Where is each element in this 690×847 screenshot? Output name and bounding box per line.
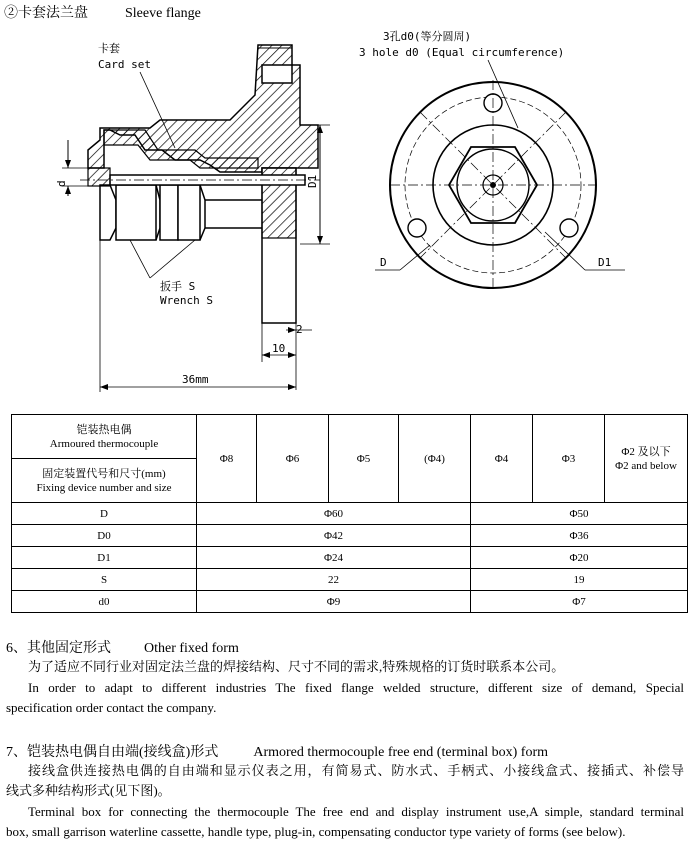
label-D: D: [380, 256, 387, 269]
card-set-label-zh: 卡套: [98, 42, 120, 55]
hole-label-zh: 3孔d0(等分圆周): [383, 30, 472, 43]
row-label: D: [12, 503, 197, 525]
label-D1: D1: [598, 256, 612, 269]
row-label: D0: [12, 525, 197, 547]
row-value: Φ7: [471, 591, 688, 613]
header-en1: Armoured thermocouple: [49, 437, 159, 450]
section-title-en: Sleeve flange: [125, 6, 201, 21]
hole-label-en: 3 hole d0 (Equal circumference): [359, 46, 565, 59]
row-label: d0: [12, 591, 197, 613]
row-label: D1: [12, 547, 197, 569]
spec-table: [11, 414, 688, 613]
row-value: Φ24: [197, 547, 471, 569]
section6-title-en: Other fixed form: [144, 641, 239, 656]
section-title: [4, 2, 201, 22]
section7-body-zh-1: 接线盒供连接热电偶的自由端和显示仪表之用，有简易式、防水式、手柄式、小接线盒式、接插式、补偿导: [28, 763, 684, 778]
section6-title-zh: 6、其他固定形式: [6, 641, 111, 656]
row-value: 19: [471, 569, 688, 591]
section7-body-zh-2: 线式多种结构形式(见下图)。: [6, 783, 171, 798]
row-value: Φ9: [197, 591, 471, 613]
col-header: (Φ4): [399, 415, 471, 503]
dim-10-label: 10: [272, 342, 286, 355]
row-label: S: [12, 569, 197, 591]
wrench-label-zh: 扳手 S: [160, 280, 196, 293]
nut: [116, 185, 156, 240]
header-zh2: 固定装置代号和尺寸(mm): [42, 467, 166, 480]
col-header: Φ8: [197, 415, 257, 503]
wrench-label-en: Wrench S: [160, 294, 213, 307]
col-header: Φ5: [329, 415, 399, 503]
row-value: Φ50: [471, 503, 688, 525]
row-value: 22: [197, 569, 471, 591]
section7-body-en-1: Terminal box for connecting the thermocouple The free end and display instrument use,A simple, standard terminal: [28, 804, 684, 819]
row-value: Φ20: [471, 547, 688, 569]
col-header-last: [605, 415, 688, 503]
dim-2-label: 2: [296, 323, 303, 336]
row-value: Φ42: [197, 525, 471, 547]
col-header: Φ3: [533, 415, 605, 503]
section7-title-en: Armored thermocouple free end (terminal box) form: [253, 745, 548, 760]
section-title-zh: ②卡套法兰盘: [4, 6, 88, 21]
section7-title-zh: 7、铠装热电偶自由端(接线盒)形式: [6, 745, 219, 760]
section6-title: [6, 637, 239, 657]
col-header: Φ4: [471, 415, 533, 503]
dim-36-label: 36mm: [182, 373, 209, 386]
row-value: Φ36: [471, 525, 688, 547]
header-zh1: 铠装热电偶: [76, 423, 132, 436]
section7-body-en-2: box, small garrison waterline cassette, handle type, plug-in, compensating conductor type variety of forms (see below).: [6, 824, 626, 839]
section6-body-en-1: In order to adapt to different industries The fixed flange welded structure, different size of demand, Special: [28, 680, 684, 695]
bolt-hole: [408, 219, 426, 237]
section7-title: [6, 741, 548, 761]
dim-d-label: d: [55, 180, 68, 187]
flange-front-view-drawing: [350, 20, 690, 320]
row-value: Φ60: [197, 503, 471, 525]
col-header: Φ6: [257, 415, 329, 503]
section6-body-zh: 为了适应不同行业对固定法兰盘的焊接结构、尺寸不同的需求,特殊规格的订货时联系本公司。: [28, 659, 565, 674]
section6-body-en-2: specification order contact the company.: [6, 700, 217, 715]
last-col-zh: Φ2 及以下: [621, 445, 671, 458]
header-label-top: [12, 415, 197, 459]
last-col-en: Φ2 and below: [615, 459, 677, 472]
bolt-hole: [560, 219, 578, 237]
card-set-label-en: Card set: [98, 58, 151, 71]
sleeve-flange-section-drawing: [0, 20, 345, 395]
dim-D1-label: D1: [306, 174, 319, 188]
header-label-bottom: [12, 459, 197, 503]
header-en2: Fixing device number and size: [36, 481, 172, 494]
